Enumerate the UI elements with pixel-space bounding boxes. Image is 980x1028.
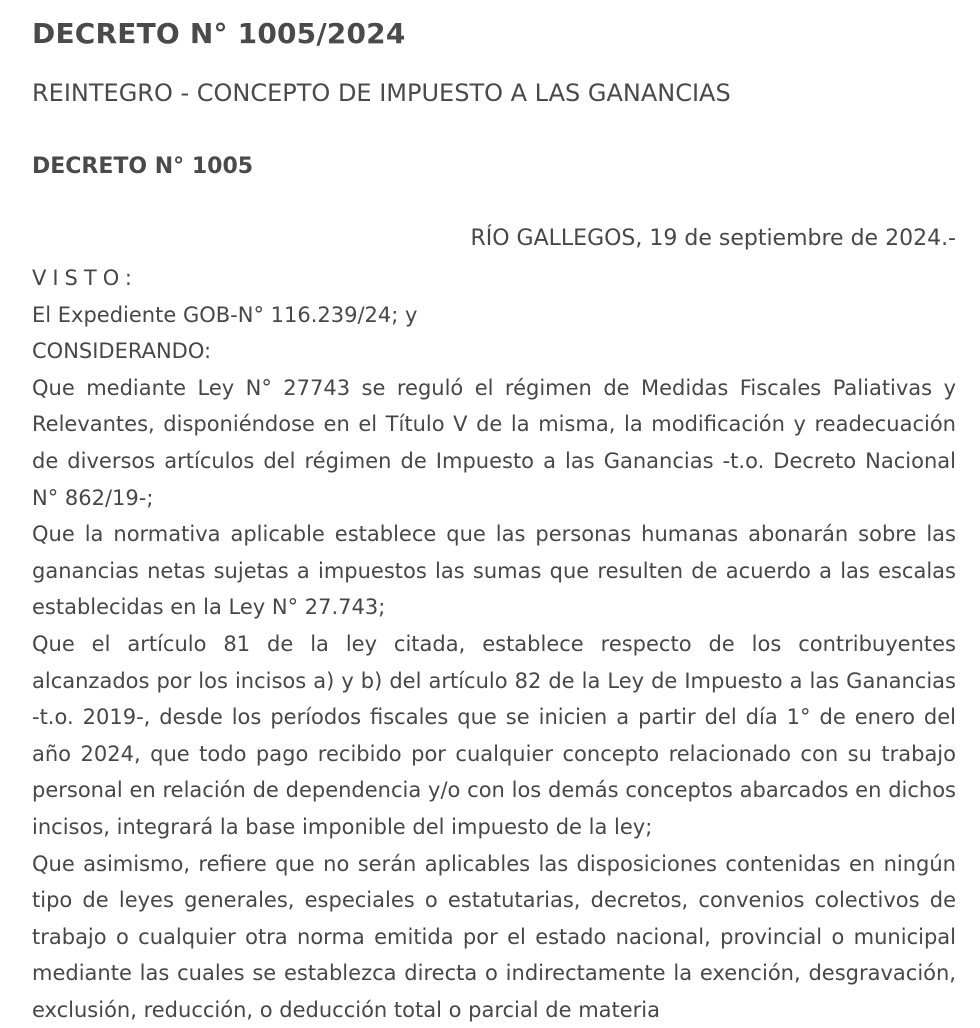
decree-number-heading: DECRETO N° 1005 xyxy=(32,154,253,179)
paragraph: Que asimismo, refiere que no serán aplicables las disposiciones contenidas en ningún tipo de leyes generales, especiales o estatutarias, decretos, convenios colectivos de trabajo o cualquier otra norma emitida por el estado nacional, provincial o municipal mediante las cuales se establezca directa o indirectamente la exención, desgravación, exclusión, reducción, o deducción total o parcial de materia xyxy=(32,846,956,1028)
place-date-line: RÍO GALLEGOS, 19 de septiembre de 2024.- xyxy=(470,226,956,251)
document-body xyxy=(32,260,956,1028)
expediente-line: El Expediente GOB-N° 116.239/24; y xyxy=(32,297,956,334)
visto-heading: VISTO: xyxy=(32,260,956,297)
considerando-heading: CONSIDERANDO: xyxy=(32,333,956,370)
paragraph: Que mediante Ley N° 27743 se reguló el régimen de Medidas Fiscales Paliativas y Relevantes, disponiéndose en el Título V de la misma, la modificación y readecuación de diversos artículos del régimen de Impuesto a las Ganancias -t.o. Decreto Nacional N° 862/19-; xyxy=(32,370,956,516)
page-title: DECRETO N° 1005/2024 xyxy=(32,17,406,50)
paragraph: Que el artículo 81 de la ley citada, establece respecto de los contribuyentes alcanzados por los incisos a) y b) del artículo 82 de la Ley de Impuesto a las Ganancias -t.o. 2019-, desde los períodos fiscales que se inicien a partir del día 1° de enero del año 2024, que todo pago recibido por cualquier concepto relacionado con su trabajo personal en relación de dependencia y/o con los demás conceptos abarcados en dichos incisos, integrará la base imponible del impuesto de la ley; xyxy=(32,626,956,846)
page-subtitle: REINTEGRO - CONCEPTO DE IMPUESTO A LAS GANANCIAS xyxy=(32,79,731,107)
paragraph: Que la normativa aplicable establece que las personas humanas abonarán sobre las ganancias netas sujetas a impuestos las sumas que resulten de acuerdo a las escalas establecidas en la Ley N° 27.743; xyxy=(32,516,956,626)
